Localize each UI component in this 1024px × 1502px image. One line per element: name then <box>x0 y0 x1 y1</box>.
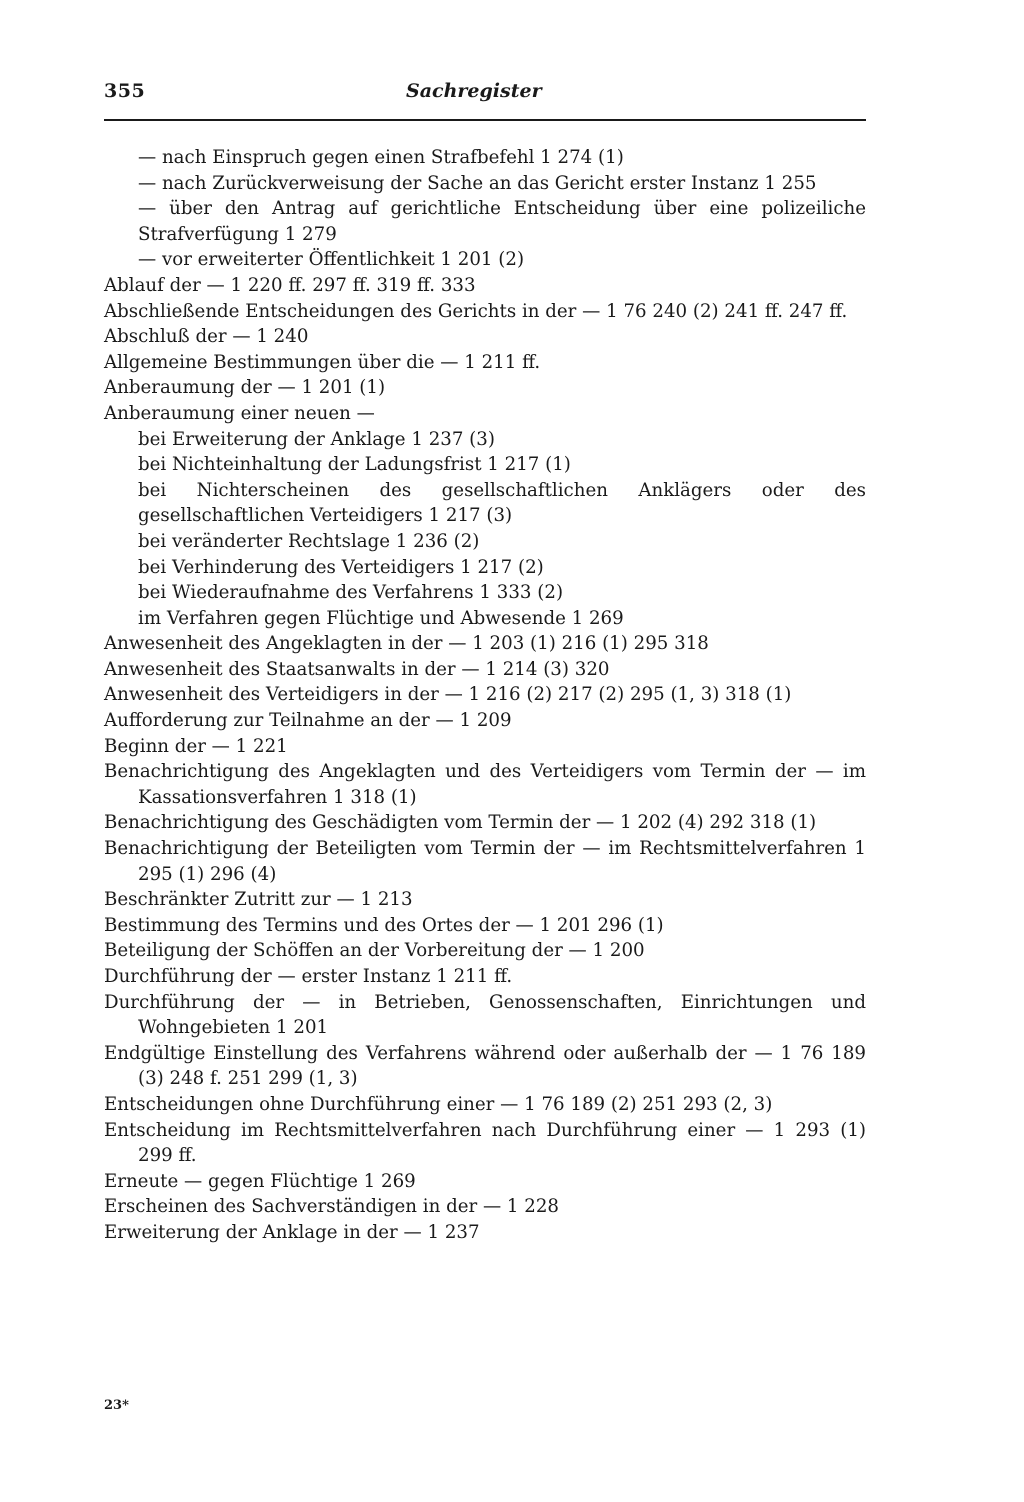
index-entry-list <box>104 145 866 1246</box>
index-entry: Endgültige Einstellung des Verfahrens während oder außerhalb der — 1 76 189 (3) 248 f. 251 299 (1, 3) <box>104 1042 866 1090</box>
index-subentry: bei Erweiterung der Anklage 1 237 (3) <box>138 428 495 450</box>
index-entry: Anwesenheit des Angeklagten in der — 1 203 (1) 216 (1) 295 318 <box>104 633 709 655</box>
index-subentry: bei Nichteinhaltung der Ladungsfrist 1 217 (1) <box>138 454 571 476</box>
index-entry: Durchführung der — in Betrieben, Genossenschaften, Einrichtungen und Wohngebieten 1 201 <box>104 991 866 1039</box>
index-subentry: — nach Zurückverweisung der Sache an das Gericht erster Instanz 1 255 <box>138 172 817 194</box>
index-subentry: im Verfahren gegen Flüchtige und Abwesende 1 269 <box>138 607 624 629</box>
index-entry: Ablauf der — 1 220 ff. 297 ff. 319 ff. 333 <box>104 274 476 296</box>
header-rule <box>104 119 866 121</box>
index-entry: Benachrichtigung des Geschädigten vom Termin der — 1 202 (4) 292 318 (1) <box>104 812 817 834</box>
page-number: 355 <box>104 80 146 102</box>
index-entry: Entscheidungen ohne Durchführung einer — 1 76 189 (2) 251 293 (2, 3) <box>104 1093 773 1115</box>
index-subentry: — vor erweiterter Öffentlichkeit 1 201 (2) <box>138 249 525 271</box>
index-subentry: bei Wiederaufnahme des Verfahrens 1 333 (2) <box>138 582 564 604</box>
index-entry: Aufforderung zur Teilnahme an der — 1 209 <box>104 710 512 732</box>
index-subentry: bei Nichterscheinen des gesellschaftlichen Anklägers oder des gesellschaftlichen Verteidigers 1 217 (3) <box>138 479 866 527</box>
index-entry: Anwesenheit des Staatsanwalts in der — 1 214 (3) 320 <box>104 658 610 680</box>
page-header <box>104 78 866 112</box>
index-subentry: bei veränderter Rechtslage 1 236 (2) <box>138 530 480 552</box>
index-entry: Abschließende Entscheidungen des Gerichts in der — 1 76 240 (2) 241 ff. 247 ff. <box>104 300 848 322</box>
index-entry: Erweiterung der Anklage in der — 1 237 <box>104 1221 480 1243</box>
index-entry: Allgemeine Bestimmungen über die — 1 211 ff. <box>104 351 541 373</box>
index-entry: Beginn der — 1 221 <box>104 735 288 757</box>
index-subentry: — über den Antrag auf gerichtliche Entscheidung über eine polizeiliche Strafverfügung 1 279 <box>138 198 866 245</box>
index-entry: Abschluß der — 1 240 <box>104 326 309 348</box>
index-subentry: bei Verhinderung des Verteidigers 1 217 (2) <box>138 556 544 578</box>
index-entry: Bestimmung des Termins und des Ortes der — 1 201 296 (1) <box>104 914 664 936</box>
index-entry: Durchführung der — erster Instanz 1 211 ff. <box>104 966 513 987</box>
index-entry: Erneute — gegen Flüchtige 1 269 <box>104 1170 416 1192</box>
running-head-title: Sachregister <box>406 80 542 102</box>
index-entry: Erscheinen des Sachverständigen in der — 1 228 <box>104 1196 559 1218</box>
index-entry: Entscheidung im Rechtsmittelverfahren nach Durchführung einer — 1 293 (1) 299 ff. <box>104 1119 866 1167</box>
index-entry: Anberaumung der — 1 201 (1) <box>104 377 386 399</box>
index-entry: Benachrichtigung der Beteiligten vom Termin der — im Rechtsmittelverfahren 1 295 (1) 296 (4) <box>104 838 866 885</box>
index-entry: Benachrichtigung des Angeklagten und des Verteidigers vom Termin der — im Kassationsverfahren 1 318 (1) <box>104 761 866 808</box>
index-entry: Beschränkter Zutritt zur — 1 213 <box>104 889 413 911</box>
page-signature: 23* <box>104 1398 129 1413</box>
index-subentry: — nach Einspruch gegen einen Strafbefehl 1 274 (1) <box>138 147 624 168</box>
index-entry: Beteiligung der Schöffen an der Vorbereitung der — 1 200 <box>104 940 645 962</box>
index-entry: Anberaumung einer neuen — <box>104 402 375 424</box>
index-entry: Anwesenheit des Verteidigers in der — 1 216 (2) 217 (2) 295 (1, 3) 318 (1) <box>104 684 792 706</box>
